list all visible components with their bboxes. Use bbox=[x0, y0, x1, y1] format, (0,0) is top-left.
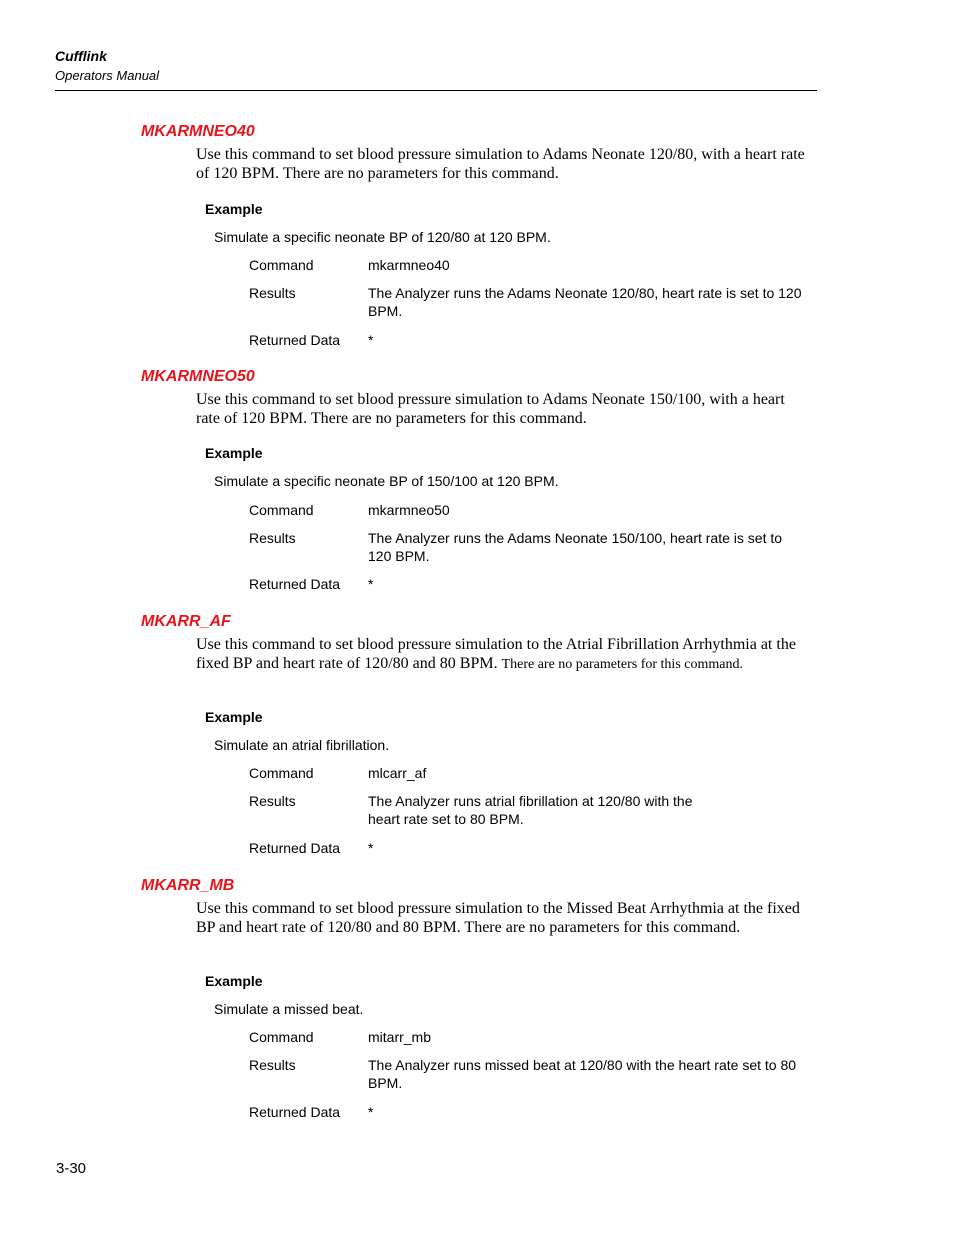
section-title: MKARMNEO40 bbox=[141, 123, 255, 140]
section-description: Use this command to set blood pressure simulation to Adams Neonate 120/80, with a heart rate of 120 BPM. There are no parameters for this command. bbox=[196, 146, 805, 182]
command-label: Command bbox=[249, 502, 314, 518]
returned-data-label: Returned Data bbox=[249, 840, 341, 856]
section-description: Use this command to set blood pressure simulation to the Missed Beat Arrhythmia at the fixed BP and heart rate of 120/80 and 80 BPM. There are no parameters for this command. bbox=[196, 900, 800, 936]
results-value: The Analyzer runs the Adams Neonate 120/80, heart rate is set to 120 BPM. bbox=[368, 285, 802, 319]
returned-data-value: * bbox=[368, 1104, 374, 1120]
returned-data-label: Returned Data bbox=[249, 576, 341, 592]
returned-data-label: Returned Data bbox=[249, 1104, 341, 1120]
results-label: Results bbox=[249, 793, 296, 809]
section-description bbox=[196, 635, 810, 674]
example-description: Simulate a specific neonate BP of 120/80 at 120 BPM. bbox=[214, 229, 551, 245]
results-value: The Analyzer runs atrial fibrillation at 120/80 with the heart rate set to 80 BPM. bbox=[368, 793, 693, 827]
example-description: Simulate a specific neonate BP of 150/100 at 120 BPM. bbox=[214, 473, 559, 489]
returned-data-value: * bbox=[368, 576, 374, 592]
returned-data-value: * bbox=[368, 332, 374, 348]
section-description-note: There are no parameters for this command. bbox=[501, 657, 743, 672]
returned-data-value: * bbox=[368, 840, 374, 856]
returned-data-label: Returned Data bbox=[249, 332, 341, 348]
example-description: Simulate a missed beat. bbox=[214, 1001, 364, 1017]
example-label: Example bbox=[205, 201, 263, 217]
example-description: Simulate an atrial fibrillation. bbox=[214, 737, 390, 753]
section-title: MKARMNEO50 bbox=[141, 368, 255, 385]
command-value: mitarr_mb bbox=[368, 1029, 432, 1045]
section-description: Use this command to set blood pressure simulation to Adams Neonate 150/100, with a heart rate of 120 BPM. There are no parameters for this command. bbox=[196, 391, 785, 427]
command-label: Command bbox=[249, 765, 314, 781]
example-label: Example bbox=[205, 973, 263, 989]
results-label: Results bbox=[249, 1057, 296, 1073]
manual-subtitle: Operators Manual bbox=[55, 68, 160, 83]
example-label: Example bbox=[205, 709, 263, 725]
page-number: 3-30 bbox=[56, 1160, 87, 1177]
section-title: MKARR_AF bbox=[141, 613, 231, 630]
command-value: mkarmneo50 bbox=[368, 502, 450, 518]
command-value: mlcarr_af bbox=[368, 765, 427, 781]
example-label: Example bbox=[205, 445, 263, 461]
section-description-main: Use this command to set blood pressure simulation to the Atrial Fibrillation Arrhythmia at the fixed BP and heart rate of 120/80 and 80 BPM. bbox=[196, 636, 796, 672]
results-label: Results bbox=[249, 285, 296, 301]
results-label: Results bbox=[249, 530, 296, 546]
page-header bbox=[55, 46, 817, 91]
command-label: Command bbox=[249, 1029, 314, 1045]
results-value: The Analyzer runs missed beat at 120/80 with the heart rate set to 80 BPM. bbox=[368, 1057, 797, 1091]
manual-title: Cufflink bbox=[55, 48, 107, 64]
results-value: The Analyzer runs the Adams Neonate 150/100, heart rate is set to 120 BPM. bbox=[368, 530, 783, 564]
command-label: Command bbox=[249, 257, 314, 273]
section-title: MKARR_MB bbox=[141, 877, 235, 894]
command-value: mkarmneo40 bbox=[368, 257, 450, 273]
